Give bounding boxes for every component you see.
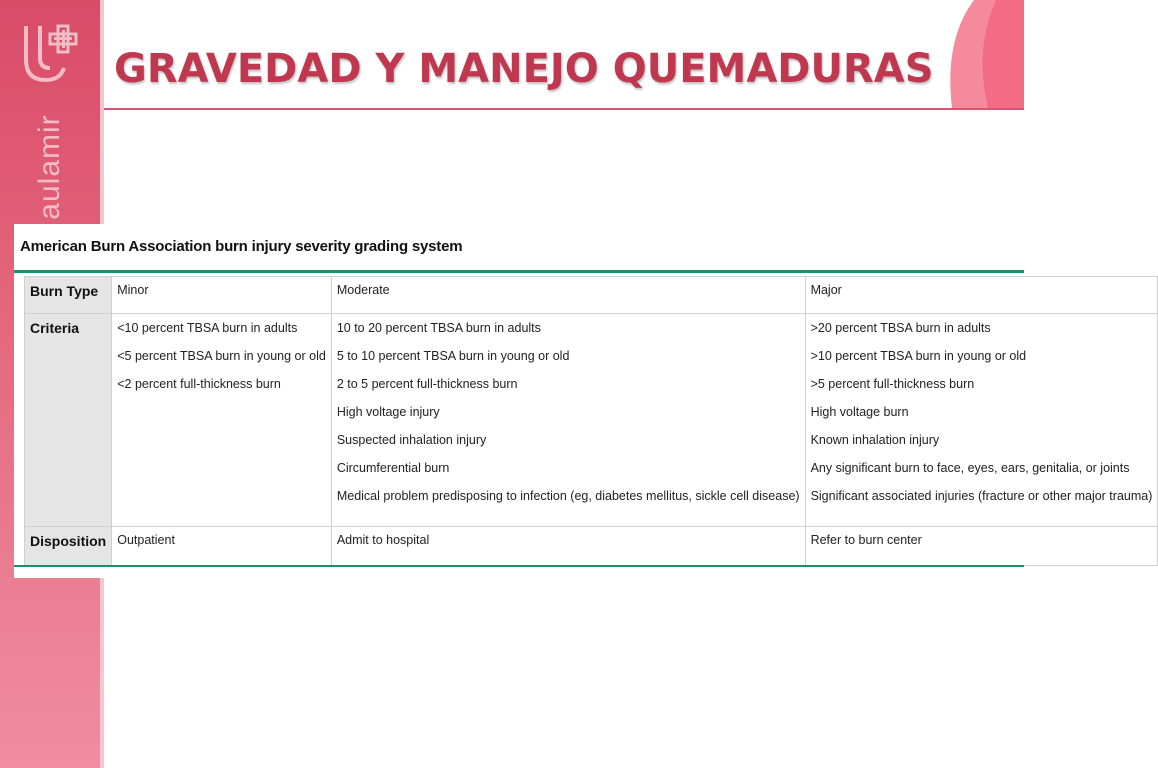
cell-disposition-moderate: Admit to hospital — [331, 527, 805, 566]
cell-criteria-major — [805, 314, 1158, 527]
table-row — [25, 314, 1158, 527]
table-caption: American Burn Association burn injury severity grading system — [20, 238, 463, 255]
logo-text: aulamir — [33, 114, 66, 220]
table-top-rule — [14, 270, 1024, 273]
criteria-item: Suspected inhalation injury — [336, 433, 487, 447]
criteria-item: Known inhalation injury — [810, 433, 940, 447]
criteria-item: <5 percent TBSA burn in young or old — [117, 349, 326, 363]
cell-disposition-minor: Outpatient — [112, 527, 332, 566]
criteria-item: High voltage injury — [336, 405, 440, 419]
criteria-item: High voltage burn — [810, 405, 909, 419]
cell-type-major: Major — [805, 277, 1158, 314]
cell-type-minor: Minor — [112, 277, 332, 314]
cell-criteria-minor — [112, 314, 332, 527]
severity-table-figure — [14, 224, 1153, 578]
cell-type-moderate: Moderate — [331, 277, 805, 314]
table-bottom-rule — [14, 565, 1024, 567]
logo-icon — [20, 20, 84, 90]
criteria-item: 2 to 5 percent full-thickness burn — [336, 377, 518, 391]
cell-disposition-major: Refer to burn center — [805, 527, 1158, 566]
criteria-item: Significant associated injuries (fracture or other major trauma) — [810, 489, 1153, 503]
criteria-item: >10 percent TBSA burn in young or old — [810, 349, 1027, 363]
severity-grading-table — [24, 276, 1158, 566]
criteria-item: 5 to 10 percent TBSA burn in young or old — [336, 349, 570, 363]
criteria-item: >20 percent TBSA burn in adults — [810, 321, 991, 335]
table-row — [25, 277, 1158, 314]
criteria-item: Medical problem predisposing to infection (eg, diabetes mellitus, sickle cell disease) — [336, 489, 800, 503]
row-header-burn-type: Burn Type — [25, 277, 112, 314]
criteria-item: <10 percent TBSA burn in adults — [117, 321, 298, 335]
row-header-criteria: Criteria — [25, 314, 112, 527]
page-title: GRAVEDAD Y MANEJO QUEMADURAS — [114, 46, 934, 92]
criteria-item: 10 to 20 percent TBSA burn in adults — [336, 321, 541, 335]
table-row — [25, 527, 1158, 566]
criteria-item: <2 percent full-thickness burn — [117, 377, 281, 391]
criteria-item: Circumferential burn — [336, 461, 450, 475]
row-header-disposition: Disposition — [25, 527, 112, 566]
criteria-item: Any significant burn to face, eyes, ears, genitalia, or joints — [810, 461, 1130, 475]
cell-criteria-moderate — [331, 314, 805, 527]
criteria-item: >5 percent full-thickness burn — [810, 377, 975, 391]
